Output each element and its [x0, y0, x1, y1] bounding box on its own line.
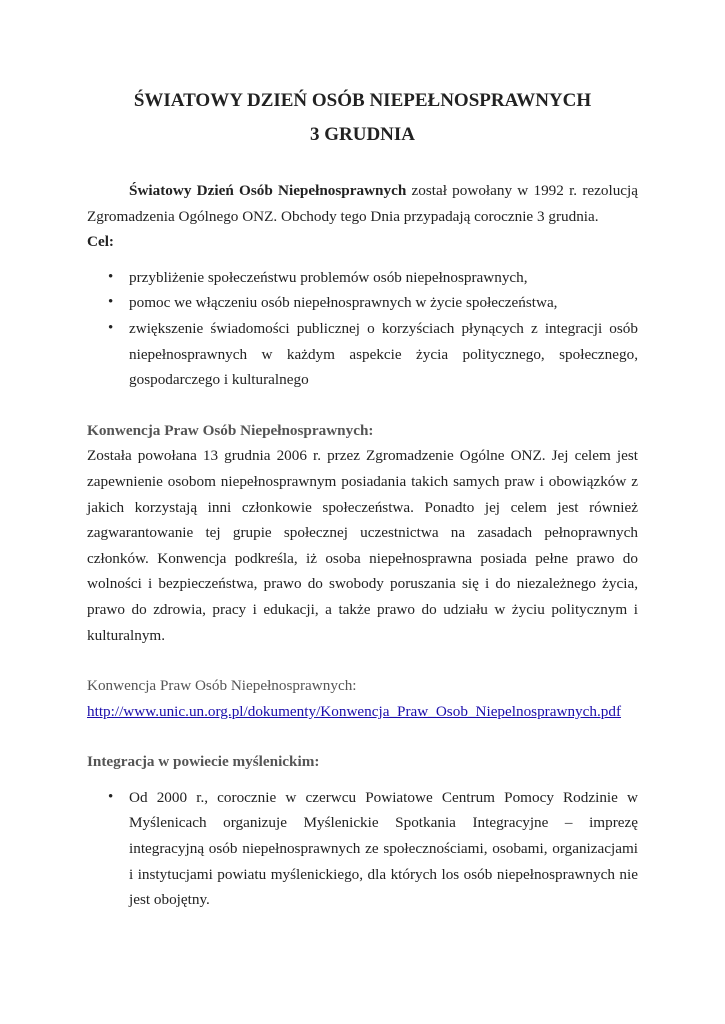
list-item: • przybliżenie społeczeństwu problemów osób niepełnosprawnych,	[87, 265, 638, 291]
list-item: • Od 2000 r., corocznie w czerwcu Powiatowe Centrum Pomocy Rodzinie w Myślenicach organizuje Myślenickie Spotkania Integracyjne – imprezę integracyjną osób niepełnosprawnych ze społecznościami, osobami, organizacjami i instytucjami powiatu myślenickiego, dla których los osób niepełnosprawnych nie jest obojętny.	[87, 785, 638, 913]
intro-lead: Światowy Dzień Osób Niepełnosprawnych	[129, 182, 407, 199]
konwencja-pdf-link[interactable]: http://www.unic.un.org.pl/dokumenty/Konwencja_Praw_Osob_Niepelnosprawnych.pdf	[87, 702, 622, 720]
integracja-heading: Integracja w powiecie myślenickim:	[87, 753, 320, 771]
list-item: • pomoc we włączeniu osób niepełnosprawnych w życie społeczeństwa,	[87, 290, 638, 316]
konwencja-paragraph: Została powołana 13 grudnia 2006 r. przez Zgromadzenie Ogólne ONZ. Jej celem jest zapewnienie osobom niepełnosprawnym posiadania takich samych praw i obowiązków z jakich korzystają inni członkowie społeczeństwa. Ponadto jej celem jest również zagwarantowanie tej grupie społecznej uczestnictwa na zasadach pełnoprawnych członków. Konwencja podkreśla, iż osoba niepełnosprawna posiada pełne prawo do wolności i bezpieczeństwa, prawo do swobody poruszania się i do niezależnego życia, prawo do zdrowia, pracy i edukacji, a także prawo do udziału w życiu politycznym i kulturalnym.	[87, 447, 638, 644]
intro-paragraph	[87, 178, 638, 229]
bullet-icon: •	[108, 294, 114, 311]
bullet-icon: •	[108, 319, 114, 336]
page-subtitle-date: 3 GRUDNIA	[309, 124, 416, 145]
cel-list	[87, 265, 638, 393]
integracja-list	[87, 785, 638, 913]
konwencja-link-label: Konwencja Praw Osób Niepełnosprawnych:	[87, 677, 357, 695]
cel-label: Cel:	[87, 233, 114, 251]
bullet-icon: •	[108, 268, 114, 285]
list-item: • zwiększenie świadomości publicznej o korzyściach płynących z integracji osób niepełnosprawnych w każdym aspekcie życia politycznego, społecznego, gospodarczego i kulturalnego	[87, 316, 638, 393]
page-title: ŚWIATOWY DZIEŃ OSÓB NIEPEŁNOSPRAWNYCH	[133, 90, 592, 111]
intro-rest: został powołany w 1992 r. rezolucją Zgromadzenia Ogólnego ONZ. Obchody tego Dnia przypadają corocznie 3 grudnia.	[87, 182, 638, 225]
bullet-icon: •	[108, 788, 114, 805]
konwencja-heading: Konwencja Praw Osób Niepełnosprawnych:	[87, 421, 374, 439]
